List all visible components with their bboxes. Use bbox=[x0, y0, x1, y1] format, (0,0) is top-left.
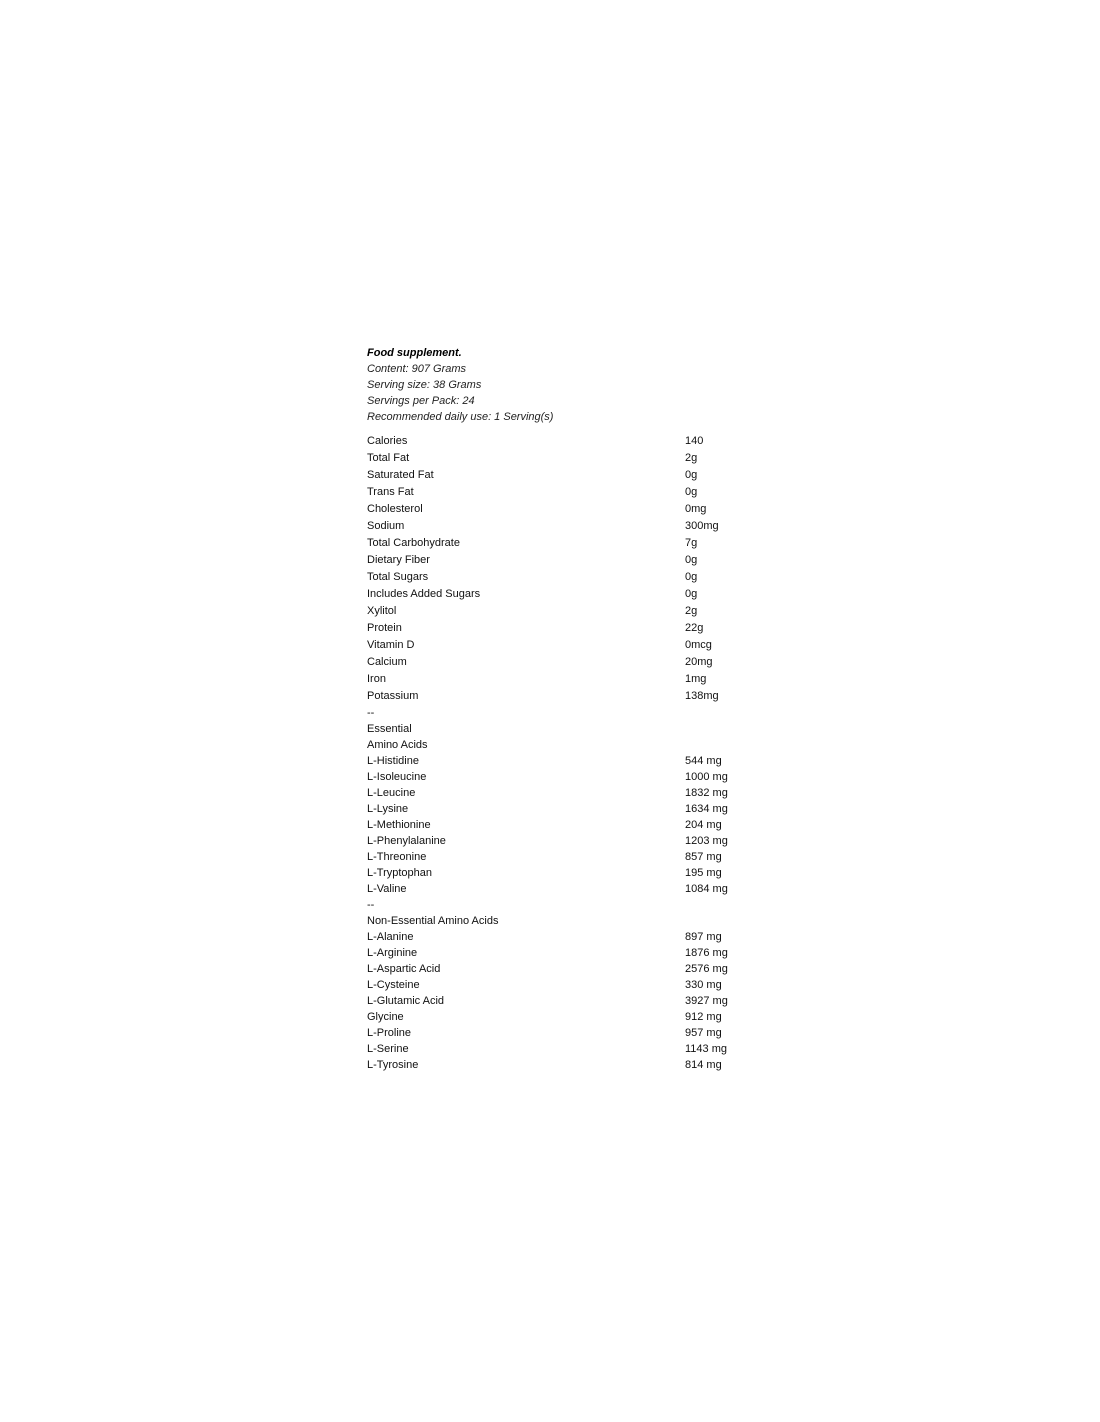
amino-acid-row-value: 1634 mg bbox=[685, 803, 728, 815]
amino-acid-row bbox=[367, 961, 787, 977]
amino-acid-row-label: L-Leucine bbox=[367, 787, 416, 799]
nutrient-row-label: Total Carbohydrate bbox=[367, 537, 460, 549]
amino-acid-row-label: L-Isoleucine bbox=[367, 771, 427, 783]
essential-heading-line1: Essential bbox=[367, 723, 412, 735]
amino-acid-row-value: 544 mg bbox=[685, 755, 722, 767]
amino-acid-row-value: 195 mg bbox=[685, 867, 722, 879]
nutrient-row-label: Cholesterol bbox=[367, 503, 423, 515]
amino-acid-row-label: L-Lysine bbox=[367, 803, 409, 815]
amino-acid-row-value: 1203 mg bbox=[685, 835, 728, 847]
amino-acid-row-value: 1000 mg bbox=[685, 771, 728, 783]
amino-acid-row-label: L-Serine bbox=[367, 1043, 409, 1055]
section-separator: -- bbox=[367, 707, 375, 719]
amino-acid-row-label: L-Proline bbox=[367, 1027, 412, 1039]
nutrient-row bbox=[367, 518, 787, 535]
non-essential-heading: Non-Essential Amino Acids bbox=[367, 915, 499, 927]
nutrient-row bbox=[367, 654, 787, 671]
nutrient-row-label: Iron bbox=[367, 673, 386, 685]
nutrient-row-value: 0mg bbox=[685, 503, 707, 515]
nutrient-row-label: Sodium bbox=[367, 520, 405, 532]
nutrient-row-value: 1mg bbox=[685, 673, 707, 685]
nutrient-row-value: 0g bbox=[685, 554, 698, 566]
product-title: Food supplement. bbox=[367, 347, 462, 359]
nutrient-row bbox=[367, 501, 787, 518]
amino-acid-row bbox=[367, 945, 787, 961]
amino-acid-row-value: 1084 mg bbox=[685, 883, 728, 895]
amino-acid-row-value: 912 mg bbox=[685, 1011, 722, 1023]
nutrient-row bbox=[367, 552, 787, 569]
amino-acid-row-value: 1876 mg bbox=[685, 947, 728, 959]
amino-acid-row-label: L-Methionine bbox=[367, 819, 431, 831]
nutrient-row bbox=[367, 467, 787, 484]
nutrient-row-label: Includes Added Sugars bbox=[367, 588, 481, 600]
nutrition-facts bbox=[367, 433, 787, 1073]
amino-acid-row-value: 814 mg bbox=[685, 1059, 722, 1071]
nutrient-row-value: 0mcg bbox=[685, 639, 712, 651]
amino-acid-row bbox=[367, 849, 787, 865]
nutrient-row-value: 7g bbox=[685, 537, 698, 549]
amino-acid-row-label: L-Valine bbox=[367, 883, 407, 895]
amino-acid-row bbox=[367, 993, 787, 1009]
amino-acid-row-label: L-Glutamic Acid bbox=[367, 995, 445, 1007]
nutrient-row-label: Potassium bbox=[367, 690, 419, 702]
amino-acid-row bbox=[367, 785, 787, 801]
nutrient-row-label: Xylitol bbox=[367, 605, 397, 617]
nutrient-row-label: Protein bbox=[367, 622, 402, 634]
nutrient-row bbox=[367, 620, 787, 637]
servings-per-pack: Servings per Pack: 24 bbox=[367, 395, 475, 407]
nutrient-row-label: Saturated Fat bbox=[367, 469, 434, 481]
amino-acid-row bbox=[367, 977, 787, 993]
nutrient-row-value: 0g bbox=[685, 588, 698, 600]
nutrient-row-label: Total Sugars bbox=[367, 571, 429, 583]
amino-acid-row-label: L-Threonine bbox=[367, 851, 427, 863]
nutrient-row bbox=[367, 535, 787, 552]
nutrient-row-label: Vitamin D bbox=[367, 639, 415, 651]
nutrient-row-value: 22g bbox=[685, 622, 704, 634]
nutrient-row-value: 0g bbox=[685, 571, 698, 583]
amino-acid-row bbox=[367, 1057, 787, 1073]
nutrient-row-value: 20mg bbox=[685, 656, 713, 668]
nutrition-table bbox=[367, 433, 787, 705]
amino-acid-row-value: 2576 mg bbox=[685, 963, 728, 975]
amino-acid-row-label: L-Tryptophan bbox=[367, 867, 433, 879]
nutrient-row-value: 2g bbox=[685, 605, 698, 617]
content-amount: Content: 907 Grams bbox=[367, 363, 467, 375]
nutrient-row bbox=[367, 450, 787, 467]
nutrient-row-value: 0g bbox=[685, 486, 698, 498]
amino-acid-row-label: L-Alanine bbox=[367, 931, 414, 943]
nutrient-row bbox=[367, 484, 787, 501]
amino-acid-row-label: L-Cysteine bbox=[367, 979, 420, 991]
amino-acid-row-value: 1832 mg bbox=[685, 787, 728, 799]
nutrient-row-value: 300mg bbox=[685, 520, 719, 532]
nutrient-row-value: 2g bbox=[685, 452, 698, 464]
nutrient-row-value: 138mg bbox=[685, 690, 719, 702]
amino-acid-row-label: L-Aspartic Acid bbox=[367, 963, 441, 975]
nutrient-row-value: 0g bbox=[685, 469, 698, 481]
amino-acid-row bbox=[367, 929, 787, 945]
amino-acid-row-value: 897 mg bbox=[685, 931, 722, 943]
nutrient-row-label: Total Fat bbox=[367, 452, 410, 464]
amino-acid-row bbox=[367, 817, 787, 833]
amino-acid-row-label: L-Tyrosine bbox=[367, 1059, 419, 1071]
amino-acid-row-label: Glycine bbox=[367, 1011, 404, 1023]
nutrient-row bbox=[367, 671, 787, 688]
nutrient-row-label: Calcium bbox=[367, 656, 407, 668]
amino-acid-row-label: L-Histidine bbox=[367, 755, 419, 767]
amino-acid-row-label: L-Phenylalanine bbox=[367, 835, 446, 847]
amino-acid-row bbox=[367, 801, 787, 817]
amino-acid-row bbox=[367, 753, 787, 769]
serving-size: Serving size: 38 Grams bbox=[367, 379, 482, 391]
essential-amino-table bbox=[367, 753, 787, 897]
product-intro bbox=[367, 345, 787, 425]
amino-acid-row bbox=[367, 833, 787, 849]
amino-acid-row-value: 857 mg bbox=[685, 851, 722, 863]
nutrient-row bbox=[367, 433, 787, 450]
section-separator: -- bbox=[367, 899, 375, 911]
essential-amino-section bbox=[367, 705, 787, 897]
nutrient-row-label: Trans Fat bbox=[367, 486, 414, 498]
amino-acid-row-value: 3927 mg bbox=[685, 995, 728, 1007]
nutrient-row-label: Calories bbox=[367, 435, 408, 447]
nutrient-row bbox=[367, 637, 787, 654]
supplement-facts-sheet bbox=[367, 345, 787, 1073]
amino-acid-row-value: 330 mg bbox=[685, 979, 722, 991]
nutrient-row bbox=[367, 569, 787, 586]
non-essential-amino-section bbox=[367, 897, 787, 1073]
nutrient-row-value: 140 bbox=[685, 435, 704, 447]
nutrient-row bbox=[367, 603, 787, 620]
recommended-daily-use: Recommended daily use: 1 Serving(s) bbox=[367, 411, 554, 423]
amino-acid-row-label: L-Arginine bbox=[367, 947, 418, 959]
amino-acid-row bbox=[367, 1009, 787, 1025]
amino-acid-row-value: 957 mg bbox=[685, 1027, 722, 1039]
amino-acid-row bbox=[367, 1025, 787, 1041]
amino-acid-row bbox=[367, 769, 787, 785]
amino-acid-row bbox=[367, 865, 787, 881]
nutrient-row bbox=[367, 688, 787, 705]
amino-acid-row-value: 204 mg bbox=[685, 819, 722, 831]
amino-acid-row bbox=[367, 1041, 787, 1057]
nutrient-row bbox=[367, 586, 787, 603]
amino-acid-row bbox=[367, 881, 787, 897]
essential-heading-line2: Amino Acids bbox=[367, 739, 428, 751]
amino-acid-row-value: 1143 mg bbox=[685, 1043, 727, 1055]
nutrient-row-label: Dietary Fiber bbox=[367, 554, 430, 566]
non-essential-amino-table bbox=[367, 929, 787, 1073]
